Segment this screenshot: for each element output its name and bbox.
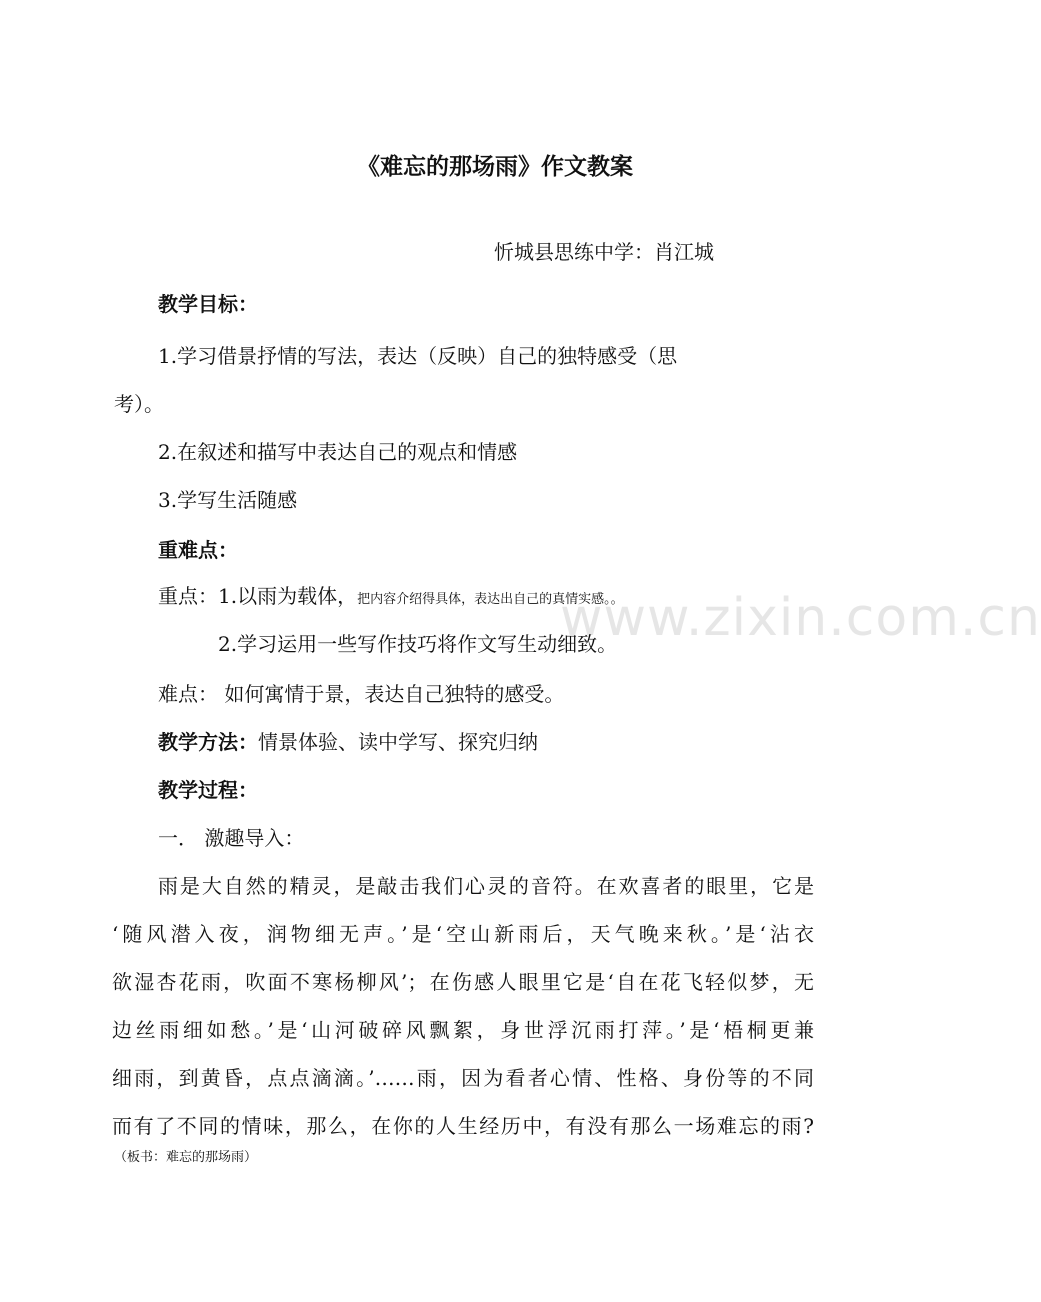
paragraph-line-3: 欲湿杏花雨，吹面不寒杨柳风’；在伤感人眼里它是‘自在花飞轻似梦，无 bbox=[112, 970, 814, 994]
paragraph-line-5: 细雨，到黄昏，点点滴滴。’……雨，因为看者心情、性格、身份等的不同 bbox=[112, 1066, 814, 1090]
board-note: （板书：难忘的那场雨） bbox=[114, 1150, 258, 1165]
goals-heading: 教学目标： bbox=[158, 292, 258, 316]
document-title: 《难忘的那场雨》作文教案 bbox=[357, 154, 633, 180]
method-line bbox=[158, 726, 538, 755]
method-text: 情景体验、读中学写、探究归纳 bbox=[258, 730, 538, 754]
paragraph-line-2: ‘随风潜入夜，润物细无声。’是‘空山新雨后，天气晚来秋。’是‘沾衣 bbox=[112, 922, 814, 946]
paragraph-line-1: 雨是大自然的精灵，是敲击我们心灵的音符。在欢喜者的眼里，它是 bbox=[158, 874, 814, 898]
goal-1-line-2: 考）。 bbox=[114, 392, 164, 416]
author-line: 忻城县思练中学：肖江城 bbox=[494, 240, 714, 264]
difficulty: 难点： 如何寓情于景，表达自己独特的感受。 bbox=[158, 682, 565, 706]
watermark: www.zixin.com.cn bbox=[560, 588, 1041, 648]
goal-3: 3.学写生活随感 bbox=[158, 488, 298, 512]
key-point-1 bbox=[158, 580, 624, 609]
key-heading: 重难点： bbox=[158, 538, 238, 562]
paragraph-line-4: 边丝雨细如愁。’是‘山河破碎风飘絮，身世浮沉雨打萍。’是‘梧桐更兼 bbox=[112, 1018, 814, 1042]
key-point-label: 重点：1.以雨为载体， bbox=[158, 584, 358, 608]
paragraph-line-6: 而有了不同的情味，那么，在你的人生经历中，有没有那么一场难忘的雨? bbox=[112, 1114, 814, 1138]
process-heading: 教学过程： bbox=[158, 778, 258, 802]
key-point-detail: 把内容介绍得具体，表达出自己的真情实感。。 bbox=[357, 592, 624, 607]
key-point-2: 2.学习运用一些写作技巧将作文写生动细致。 bbox=[218, 632, 618, 656]
step-1-heading: 一． 激趣导入： bbox=[158, 826, 305, 850]
goal-1-line-1: 1.学习借景抒情的写法，表达（反映）自己的独特感受（思 bbox=[158, 344, 678, 368]
method-label: 教学方法： bbox=[158, 730, 258, 754]
goal-2: 2.在叙述和描写中表达自己的观点和情感 bbox=[158, 440, 518, 464]
